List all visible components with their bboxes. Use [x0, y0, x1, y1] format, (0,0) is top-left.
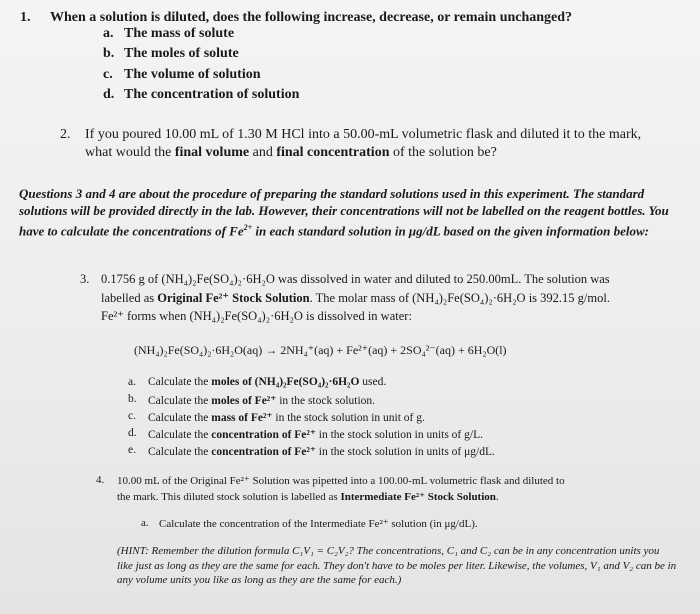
q3-number: 3. [80, 272, 90, 286]
q4-hint: (HINT: Remember the dilution formula C₁V₁ = C₂V₂? The concentrations, C₁ and C₂ can be in any concentration units you like just as long as they are the same for each. They don't have to be moles per liter. Likewise, the volumes, V₁ and V₂ can be in any volume units you like as long as they are the same for each.) [117, 545, 677, 586]
q3-line1: 0.1756 g of (NH₄)₂Fe(SO₄)₂·6H₂O was dissolved in water and diluted to 250.00mL. The solution was [101, 272, 610, 286]
q4-part-a-letter: a. [141, 517, 149, 529]
q3-part-c: Calculate the mass of Fe²⁺ in the stock solution in unit of g. [148, 412, 425, 424]
q3-part-a-letter: a. [128, 376, 136, 388]
q4-line2: the mark. This diluted stock solution is labelled as Intermediate Fe²⁺ Stock Solution. [117, 491, 499, 503]
q1-option-d-letter: d. [103, 87, 115, 102]
q1-option-a: The mass of solute [124, 26, 235, 41]
q3-part-e-letter: e. [128, 444, 136, 456]
q3-equation: (NH₄)₂Fe(SO₄)₂·6H₂O(aq) → 2NH₄⁺(aq) + Fe²⁺(aq) + 2SO₄²⁻(aq) + 6H₂O(l) [134, 343, 507, 357]
q1-question: When a solution is diluted, does the following increase, decrease, or remain unchanged? [50, 10, 573, 25]
q1-option-d: The concentration of solution [124, 87, 300, 102]
q1-option-c: The volume of solution [124, 67, 261, 82]
q1-number: 1. [20, 10, 31, 25]
q2-line1: If you poured 10.00 mL of 1.30 M HCl into a 50.00-mL volumetric flask and diluted it to the mark, [85, 127, 642, 142]
q3-part-c-letter: c. [128, 410, 136, 422]
q1-option-b-letter: b. [103, 46, 115, 61]
q2-number: 2. [60, 127, 71, 142]
q1-option-a-letter: a. [103, 26, 114, 41]
q3-line2: labelled as Original Fe²⁺ Stock Solution. The molar mass of (NH₄)₂Fe(SO₄)₂·6H₂O is 392.15 g/mol. [101, 291, 610, 305]
q3-part-d-letter: d. [128, 427, 137, 439]
q3-line3: Fe²⁺ forms when (NH₄)₂Fe(SO₄)₂·6H₂O is dissolved in water: [101, 309, 412, 323]
q3-part-e: Calculate the concentration of Fe²⁺ in the stock solution in units of μg/dL. [148, 446, 495, 458]
q3-part-d: Calculate the concentration of Fe²⁺ in the stock solution in units of g/L. [148, 429, 483, 441]
q2-line2: what would the final volume and final concentration of the solution be? [85, 145, 497, 160]
q3-part-b-letter: b. [128, 393, 137, 405]
q3-part-a: Calculate the moles of (NH₄)₂Fe(SO₄)₂·6H₂O used. [148, 376, 387, 388]
q4-part-a: Calculate the concentration of the Intermediate Fe²⁺ solution (in μg/dL). [159, 518, 478, 530]
q3-part-b: Calculate the moles of Fe²⁺ in the stock solution. [148, 395, 376, 407]
q1-option-b: The moles of solute [124, 46, 239, 61]
q4-line1: 10.00 mL of the Original Fe²⁺ Solution was pipetted into a 100.00-mL volumetric flask and diluted to [117, 475, 565, 487]
q1-option-c-letter: c. [103, 67, 113, 82]
intro-paragraph: Questions 3 and 4 are about the procedure of preparing the standard solutions used in this experiment. The standard solutions will be provided directly in the lab. However, their concentrations will not be labelled on the reagent bottles. You have to calculate the concentrations of $Fe^{2+}$ in each standard solution in μg/dL based on the given information below: [19, 186, 669, 239]
q4-number: 4. [96, 474, 105, 486]
